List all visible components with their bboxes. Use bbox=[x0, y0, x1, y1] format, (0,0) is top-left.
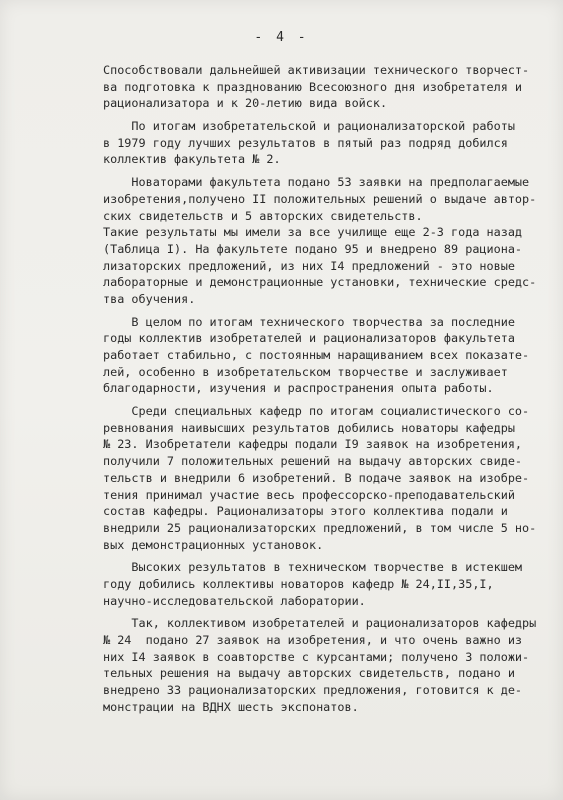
text-line: ва подготовка к празднованию Всесоюзного дня изобретателя и bbox=[103, 79, 523, 94]
text-line: № 23. Изобретатели кафедры подали I9 заявок на изобретения, bbox=[103, 437, 523, 452]
text-line: тения принимал участие весь профессорско-преподавательский bbox=[103, 487, 515, 502]
text-line: рационализатора и к 20-летию вида войск. bbox=[103, 96, 388, 111]
text-line: получили 7 положительных решений на выдачу авторских свиде- bbox=[103, 454, 523, 469]
text-line: вых демонстрационных установок. bbox=[103, 537, 324, 552]
text-line: в 1979 году лучших результатов в пятый раз подряд добился bbox=[103, 135, 508, 150]
text-line: Высоких результатов в техническом творчестве в истекшем bbox=[103, 560, 523, 575]
text-line: лабораторные и демонстрационные установки, технические средс- bbox=[103, 275, 537, 290]
text-line: коллектив факультета № 2. bbox=[103, 152, 281, 167]
paragraph bbox=[103, 62, 551, 112]
page-number: - 4 - bbox=[254, 30, 309, 45]
text-line: году добились коллективы новаторов кафедр № 24,II,35,I, bbox=[103, 576, 494, 591]
text-line: благодарности, изучения и распространения опыта работы. bbox=[103, 381, 494, 396]
text-line: Так, коллективом изобретателей и рационализаторов кафедры bbox=[103, 616, 537, 631]
text-line: (Таблица I). На факультете подано 95 и внедрено 89 рациона- bbox=[103, 241, 523, 256]
text-line: Среди специальных кафедр по итогам социалистического со- bbox=[103, 404, 530, 419]
text-line: лей, особенно в изобретательском творчестве и заслуживает bbox=[103, 364, 508, 379]
text-line: научно-исследовательской лаборатории. bbox=[103, 593, 366, 608]
text-line: работает стабильно, с постоянным наращиванием всех показате- bbox=[103, 348, 530, 362]
paragraph bbox=[103, 118, 551, 168]
text-line: состав кафедры. Рационализаторы этого коллектива подали и bbox=[103, 504, 508, 519]
text-line: Такие результаты мы имели за все училище еще 2-3 года назад bbox=[103, 225, 523, 240]
paragraph bbox=[103, 615, 551, 715]
text-line: По итогам изобретательской и рационализаторской работы bbox=[103, 119, 515, 134]
paragraph bbox=[103, 559, 551, 609]
paragraph bbox=[103, 314, 551, 397]
text-line: годы коллектив изобретателей и рационализаторов факультета bbox=[103, 331, 515, 346]
body-text bbox=[103, 62, 551, 715]
text-line: Способствовали дальнейшей активизации технического творчест- bbox=[103, 63, 530, 77]
text-line: ревнования наивысших результатов добились новаторы кафедры bbox=[103, 420, 515, 435]
text-line: монстрации на ВДНХ шесть экспонатов. bbox=[103, 699, 359, 714]
text-line: тва обучения. bbox=[103, 291, 196, 306]
text-line: тельств и внедрили 6 изобретений. В подаче заявок на изобре- bbox=[103, 470, 530, 485]
text-line: № 24 подано 27 заявок на изобретения, и что очень важно из bbox=[103, 633, 523, 647]
text-line: внедрено 33 рационализаторских предложения, готовится к де- bbox=[103, 683, 523, 698]
text-line: Новаторами факультета подано 53 заявки на предполагаемые bbox=[103, 175, 530, 190]
paragraph bbox=[103, 403, 551, 553]
text-line: них I4 заявок в соавторстве с курсантами; получено 3 положи- bbox=[103, 649, 530, 664]
text-line: изобретения,получено II положительных решений о выдаче автор- bbox=[103, 191, 537, 206]
text-line: тельных решения на выдачу авторских свидетельств, подано и bbox=[103, 666, 515, 681]
text-line: внедрили 25 рационализаторских предложений, в том числе 5 но- bbox=[103, 520, 537, 535]
text-line: ских свидетельств и 5 авторских свидетельств. bbox=[103, 208, 423, 223]
text-line: лизаторских предложений, из них I4 предложений - это новые bbox=[103, 258, 515, 273]
paragraph bbox=[103, 174, 551, 308]
text-line: В целом по итогам технического творчества за последние bbox=[103, 314, 515, 329]
